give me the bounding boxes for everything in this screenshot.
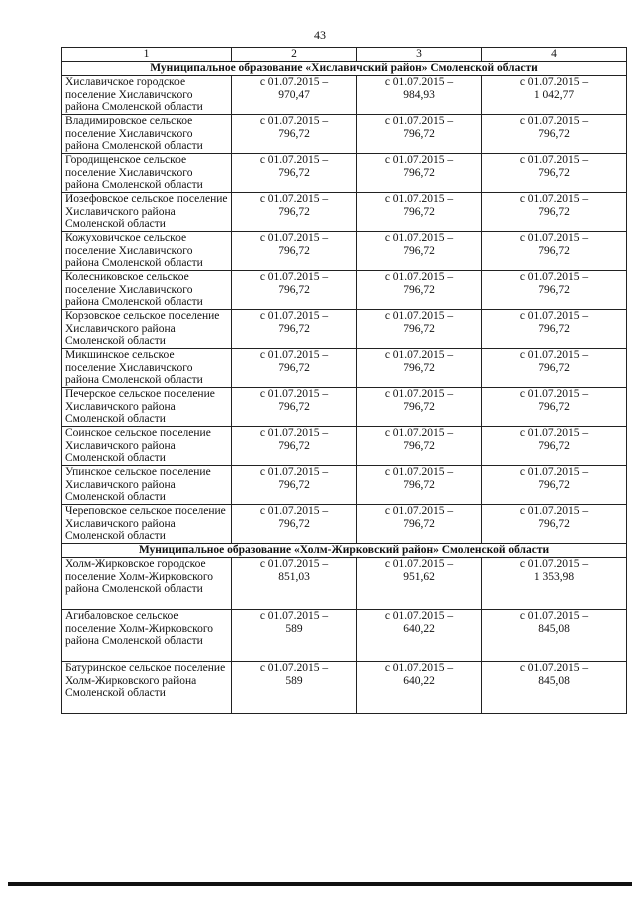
tariff-value-col2: с 01.07.2015 – 796,72 xyxy=(232,271,357,310)
table-row xyxy=(62,466,627,505)
settlement-name: Иозефовское сельское поселение Хиславичского района Смоленской области xyxy=(62,193,232,232)
settlement-name: Соинское сельское поселение Хиславичского района Смоленской области xyxy=(62,427,232,466)
footer-rule xyxy=(8,882,632,886)
table-row xyxy=(62,662,627,714)
table-row xyxy=(62,427,627,466)
settlement-name: Кожуховичское сельское поселение Хиславичского района Смоленской области xyxy=(62,232,232,271)
table-row xyxy=(62,558,627,610)
tariff-value-col4: с 01.07.2015 – 796,72 xyxy=(482,427,627,466)
column-header: 3 xyxy=(357,48,482,62)
table-row xyxy=(62,505,627,544)
tariff-value-col3: с 01.07.2015 – 796,72 xyxy=(357,388,482,427)
settlement-name: Агибаловское сельское поселение Холм-Жирковского района Смоленской области xyxy=(62,610,232,662)
tariff-value-col3: с 01.07.2015 – 796,72 xyxy=(357,154,482,193)
tariff-value-col4: с 01.07.2015 – 796,72 xyxy=(482,115,627,154)
tariff-value-col4: с 01.07.2015 – 796,72 xyxy=(482,505,627,544)
tariff-value-col2: с 01.07.2015 – 589 xyxy=(232,662,357,714)
column-header: 2 xyxy=(232,48,357,62)
settlement-name: Хиславичское городское поселение Хиславичского района Смоленской области xyxy=(62,76,232,115)
column-header: 1 xyxy=(62,48,232,62)
table-row xyxy=(62,115,627,154)
table-row xyxy=(62,76,627,115)
tariff-value-col4: с 01.07.2015 – 796,72 xyxy=(482,271,627,310)
header-row xyxy=(62,48,627,62)
tariff-value-col2: с 01.07.2015 – 796,72 xyxy=(232,232,357,271)
settlement-name: Владимировское сельское поселение Хиславичского района Смоленской области xyxy=(62,115,232,154)
tariff-value-col4: с 01.07.2015 – 796,72 xyxy=(482,154,627,193)
tariff-value-col2: с 01.07.2015 – 796,72 xyxy=(232,388,357,427)
tariff-value-col4: с 01.07.2015 – 796,72 xyxy=(482,232,627,271)
tariff-value-col2: с 01.07.2015 – 796,72 xyxy=(232,349,357,388)
table-row xyxy=(62,271,627,310)
tariff-value-col4: с 01.07.2015 – 845,08 xyxy=(482,610,627,662)
tariff-value-col2: с 01.07.2015 – 796,72 xyxy=(232,466,357,505)
tariff-value-col3: с 01.07.2015 – 796,72 xyxy=(357,505,482,544)
tariff-value-col3: с 01.07.2015 – 796,72 xyxy=(357,193,482,232)
table-row xyxy=(62,154,627,193)
tariff-value-col3: с 01.07.2015 – 796,72 xyxy=(357,115,482,154)
table-row xyxy=(62,310,627,349)
tariff-value-col2: с 01.07.2015 – 970,47 xyxy=(232,76,357,115)
tariff-value-col4: с 01.07.2015 – 796,72 xyxy=(482,310,627,349)
tariff-value-col3: с 01.07.2015 – 796,72 xyxy=(357,310,482,349)
tariff-value-col3: с 01.07.2015 – 796,72 xyxy=(357,349,482,388)
tariff-value-col2: с 01.07.2015 – 796,72 xyxy=(232,505,357,544)
settlement-name: Городищенское сельское поселение Хиславичского района Смоленской области xyxy=(62,154,232,193)
tariff-value-col4: с 01.07.2015 – 796,72 xyxy=(482,388,627,427)
section-row xyxy=(62,544,627,558)
table-row xyxy=(62,232,627,271)
settlement-name: Печерское сельское поселение Хиславичского района Смоленской области xyxy=(62,388,232,427)
table-body xyxy=(62,62,627,714)
settlement-name: Корзовское сельское поселение Хиславичского района Смоленской области xyxy=(62,310,232,349)
tariff-value-col4: с 01.07.2015 – 796,72 xyxy=(482,193,627,232)
settlement-name: Батуринское сельское поселение Холм-Жирковского района Смоленской области xyxy=(62,662,232,714)
tariff-value-col3: с 01.07.2015 – 640,22 xyxy=(357,662,482,714)
tariff-value-col3: с 01.07.2015 – 796,72 xyxy=(357,466,482,505)
tariff-value-col3: с 01.07.2015 – 796,72 xyxy=(357,271,482,310)
tariff-value-col2: с 01.07.2015 – 796,72 xyxy=(232,115,357,154)
tariff-value-col3: с 01.07.2015 – 951,62 xyxy=(357,558,482,610)
tariff-value-col2: с 01.07.2015 – 796,72 xyxy=(232,427,357,466)
tariff-value-col3: с 01.07.2015 – 796,72 xyxy=(357,427,482,466)
settlement-name: Микшинское сельское поселение Хиславичского района Смоленской области xyxy=(62,349,232,388)
settlement-name: Холм-Жирковское городское поселение Холм-Жирковского района Смоленской области xyxy=(62,558,232,610)
table-row xyxy=(62,610,627,662)
tariff-value-col4: с 01.07.2015 – 796,72 xyxy=(482,349,627,388)
table-row xyxy=(62,349,627,388)
settlement-name: Череповское сельское поселение Хиславичского района Смоленской области xyxy=(62,505,232,544)
tariff-value-col2: с 01.07.2015 – 796,72 xyxy=(232,154,357,193)
settlement-name: Колесниковское сельское поселение Хиславичского района Смоленской области xyxy=(62,271,232,310)
tariff-value-col4: с 01.07.2015 – 796,72 xyxy=(482,466,627,505)
page-number: 43 xyxy=(314,28,326,42)
tariff-value-col4: с 01.07.2015 – 1 042,77 xyxy=(482,76,627,115)
tariff-value-col2: с 01.07.2015 – 796,72 xyxy=(232,193,357,232)
tariff-value-col2: с 01.07.2015 – 796,72 xyxy=(232,310,357,349)
table-row xyxy=(62,388,627,427)
section-title: Муниципальное образование «Хиславичский район» Смоленской области xyxy=(62,62,627,76)
tariff-value-col3: с 01.07.2015 – 640,22 xyxy=(357,610,482,662)
section-row xyxy=(62,62,627,76)
tariff-value-col4: с 01.07.2015 – 1 353,98 xyxy=(482,558,627,610)
tariff-table xyxy=(61,47,627,714)
tariff-value-col3: с 01.07.2015 – 984,93 xyxy=(357,76,482,115)
section-title: Муниципальное образование «Холм-Жирковский район» Смоленской области xyxy=(62,544,627,558)
settlement-name: Упинское сельское поселение Хиславичского района Смоленской области xyxy=(62,466,232,505)
tariff-value-col2: с 01.07.2015 – 851,03 xyxy=(232,558,357,610)
tariff-value-col2: с 01.07.2015 – 589 xyxy=(232,610,357,662)
tariff-value-col3: с 01.07.2015 – 796,72 xyxy=(357,232,482,271)
table-row xyxy=(62,193,627,232)
tariff-value-col4: с 01.07.2015 – 845,08 xyxy=(482,662,627,714)
column-header: 4 xyxy=(482,48,627,62)
